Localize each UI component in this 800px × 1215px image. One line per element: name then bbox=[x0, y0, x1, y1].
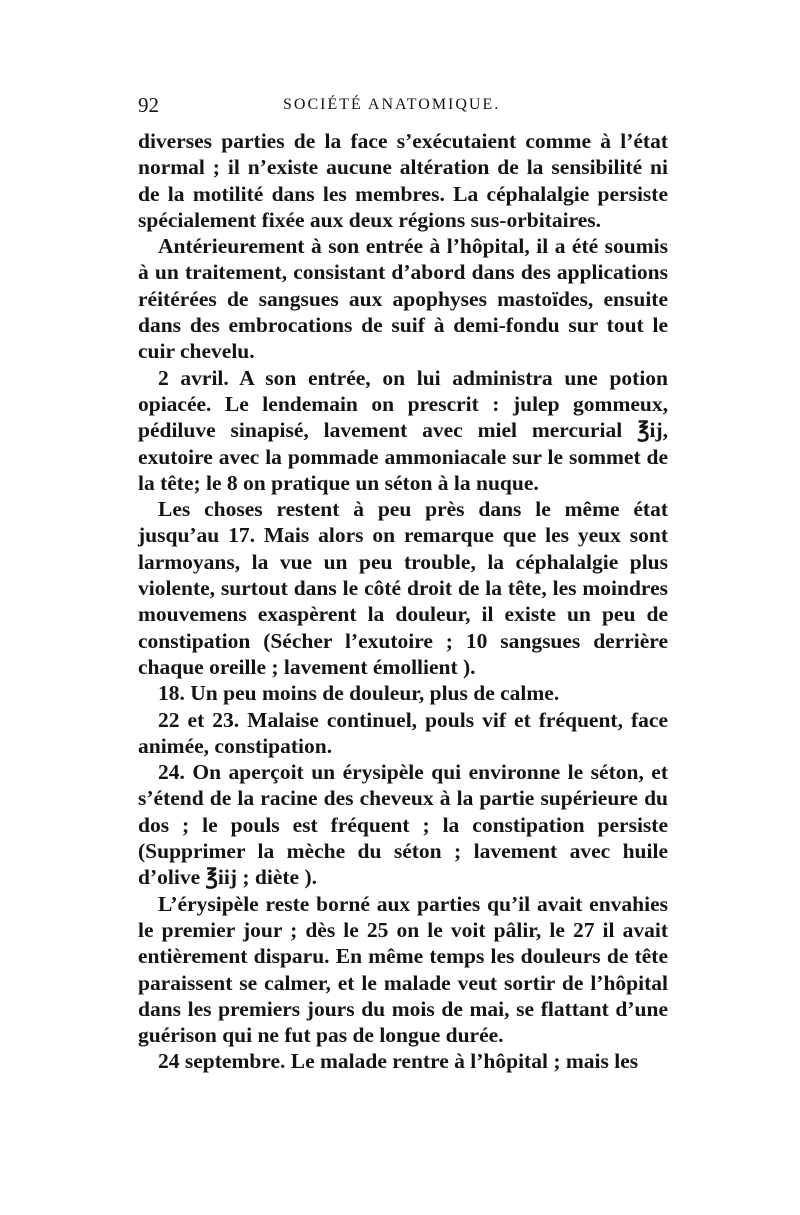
paragraph: 2 avril. A son entrée, on lui administra une potion opiacée. Le lendemain on prescrit : julep gommeux, pédiluve sinapisé, lavement avec miel mercurial ℥ij, exutoire avec la pommade ammoniacale sur le sommet de la tête; le 8 on pratique un séton à la nuque. bbox=[138, 365, 668, 495]
paragraph: 24. On aperçoit un érysipèle qui environne le séton, et s’étend de la racine des cheveux à la partie supérieure du dos ; le pouls est fréquent ; la constipation persiste (Supprimer la mèche du séton ; lavement avec huile d’olive ℥iij ; diète ). bbox=[138, 760, 668, 890]
paragraph: 22 et 23. Malaise continuel, pouls vif et fréquent, face animée, constipation. bbox=[138, 707, 668, 758]
running-title: SOCIÉTÉ ANATOMIQUE. bbox=[283, 96, 501, 113]
paragraph: 24 septembre. Le malade rentre à l’hôpital ; mais les bbox=[158, 1049, 639, 1074]
body-text bbox=[138, 128, 668, 1075]
paragraph: diverses parties de la face s’exécutaient comme à l’état normal ; il n’existe aucune altération de la sensibilité ni de la motilité dans les membres. La céphalalgie persiste spécialement fixée aux deux régions sus-orbitaires. bbox=[138, 129, 668, 232]
paragraph: Antérieurement à son entrée à l’hôpital, il a été soumis à un traitement, consistant d’abord dans des applications réitérées de sangsues aux apophyses mastoïdes, ensuite dans des embrocations de suif à demi-fondu sur tout le cuir chevelu. bbox=[138, 234, 668, 364]
page-number: 92 bbox=[138, 93, 159, 117]
paragraph: L’érysipèle reste borné aux parties qu’il avait envahies le premier jour ; dès le 25 on le voit pâlir, le 27 il avait entièrement disparu. En même temps les douleurs de tête paraissent se calmer, et le malade veut sortir de l’hôpital dans les premiers jours du mois de mai, se flattant d’une guérison qui ne fut pas de longue durée. bbox=[138, 891, 668, 1048]
page-header bbox=[138, 93, 666, 123]
paragraph: Les choses restent à peu près dans le même état jusqu’au 17. Mais alors on remarque que les yeux sont larmoyans, la vue un peu trouble, la céphalalgie plus violente, surtout dans le côté droit de la tête, les moindres mouvemens exaspèrent la douleur, il existe un peu de constipation (Sécher l’exutoire ; 10 sangsues derrière chaque oreille ; lavement émollient ). bbox=[138, 497, 668, 679]
paragraph: 18. Un peu moins de douleur, plus de calme. bbox=[158, 681, 560, 706]
